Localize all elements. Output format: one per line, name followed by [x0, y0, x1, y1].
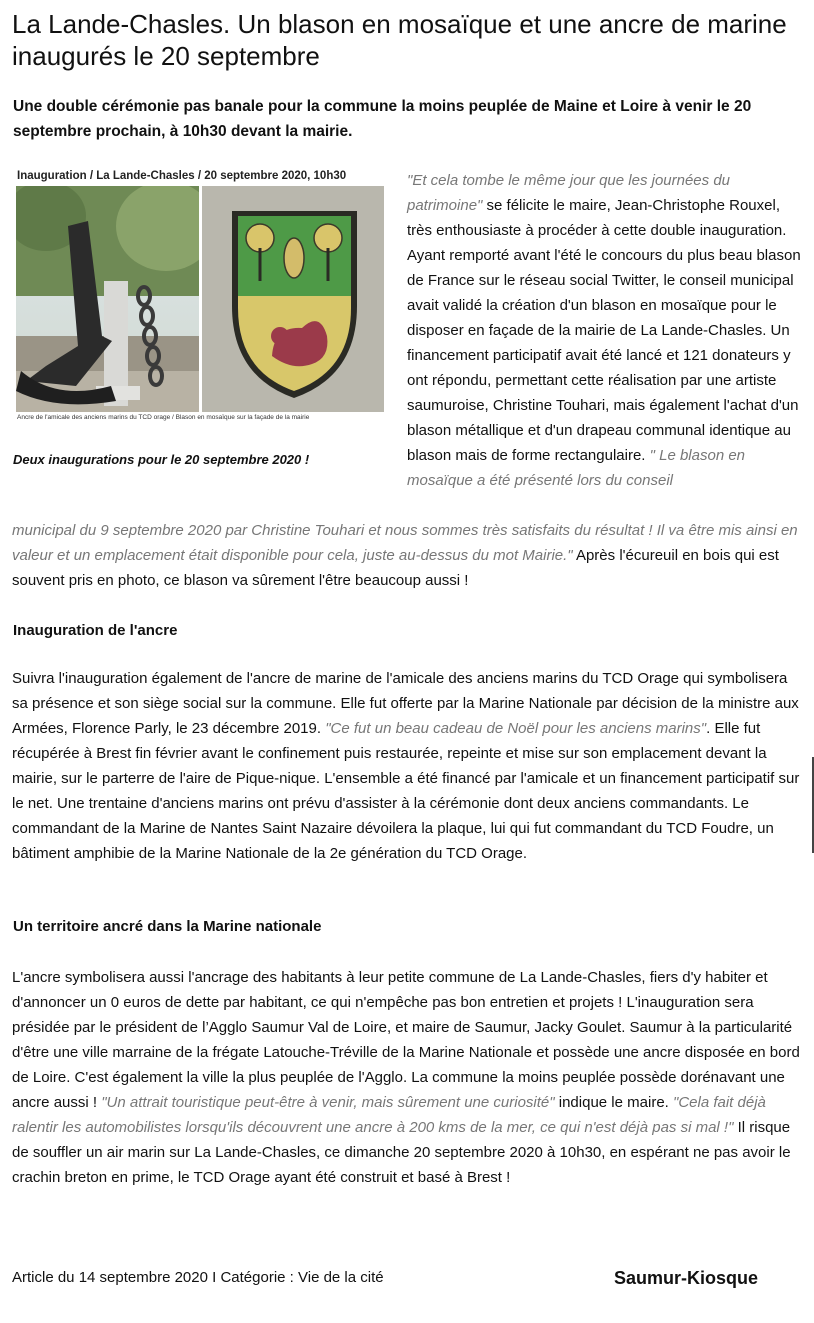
territory-text-3: Il risque de souffler un air marin sur La Lande-Chasles, ce dimanche 20 septembre 2020 à 10h30, en espérant ne pas avoir le crachin breton en prime, le TCD Orage ayant été construit et basé à Brest !: [12, 1119, 791, 1186]
anchor-text-1: Suivra l'inauguration également de l'ancre de marine de l'amicale des anciens marins du TCD Orage qui symbolisera sa présence et son siège social sur la commune. Elle fut offerte par la Marine Nationale par décision de la ministre aux Armées, Florence Parly, le 23 décembre 2019.: [12, 670, 799, 737]
intro-text-end: Après l'écureuil en bois qui est souvent pris en photo, ce blason va sûrement l'être beaucoup aussi !: [12, 547, 779, 589]
paragraph-intro: [407, 168, 801, 493]
territory-text-1: L'ancre symbolisera aussi l'ancrage des habitants à leur petite commune de La Lande-Chasles, fiers d'y habiter et d'annoncer un 0 euros de dette par habitant, ce qui n'empêche pas bon entretien et projets ! L'inauguration sera présidée par le président de l’Agglo Saumur Val de Loire, et maire de Saumur, Jacky Goulet. Saumur à la particularité d'être une ville marraine de la frégate Latouche-Tréville de la Marine Nationale et possède une ancre disposée en bord de Loire. C'est également la ville la plus peuplée de l'Agglo. La commune la moins peuplée possède dorénavant une ancre aussi !: [12, 969, 800, 1111]
figure-header: Inauguration / La Lande-Chasles / 20 septembre 2020, 10h30: [17, 170, 347, 182]
figure-footer: Ancre de l'amicale des anciens marins du TCD orage / Blason en mosaïque sur la façade de la mairie: [17, 414, 310, 421]
section-heading-anchor: Inauguration de l'ancre: [13, 622, 178, 639]
brand-label: Saumur-Kiosque: [614, 1268, 759, 1288]
intro-text: se félicite le maire, Jean-Christophe Rouxel, très enthousiaste à procéder à cette double inauguration. Ayant remporté avant l'été le concours du plus beau blason de France sur le réseau social Twitter, le conseil municipal avait validé la création d'un blason en mosaïque pour le disposer en façade de la mairie de La Lande-Chasles. Un financement participatif avait été lancé et 121 donateurs y ont répondu, permettant cette réalisation par une artiste saumuroise, Christine Touhari, mais également l'achat d'un blason métallique et d'un drapeau communal identique au blason mais de forme rectangulaire.: [407, 197, 801, 464]
paragraph-territory: [12, 965, 802, 1190]
figure-caption: Deux inaugurations pour le 20 septembre 2020 !: [13, 452, 310, 467]
territory-text-2: indique le maire.: [554, 1094, 673, 1111]
article-lede: Une double cérémonie pas banale pour la commune la moins peuplée de Maine et Loire à venir le 20 septembre prochain, à 10h30 devant la mairie.: [13, 98, 752, 140]
article-meta: Article du 14 septembre 2020 I Catégorie : Vie de la cité: [12, 1269, 384, 1286]
quote-mosaic-start: " Le blason en mosaïque a été présenté lors du conseil: [407, 447, 746, 489]
quote-drivers: "Cela fait déjà ralentir les automobilistes lorsqu'ils découvrent une ancre à 200 kms de la mer, ce qui n'est déjà pas si mal !": [12, 1094, 766, 1136]
article-title: La Lande-Chasles. Un blason en mosaïque et une ancre de marine inaugurés le 20 septembre: [12, 9, 787, 71]
quote-attraction: "Un attrait touristique peut-être à venir, mais sûrement une curiosité": [101, 1094, 555, 1111]
quote-mosaic-end: municipal du 9 septembre 2020 par Christine Touhari et nous sommes très satisfaits du résultat ! Il va être mis ainsi en valeur et un emplacement était disponible pour cela, juste au-dessus du mot Mairie.": [12, 522, 798, 564]
mosaic-coat-of-arms-photo: [202, 186, 384, 412]
anchor-photo: [16, 186, 199, 412]
section-heading-territory: Un territoire ancré dans la Marine nationale: [13, 918, 322, 935]
quote-mayor: "Et cela tombe le même jour que les journées du patrimoine": [407, 172, 730, 214]
paragraph-intro-continued: [12, 518, 807, 593]
quote-christmas: "Ce fut un beau cadeau de Noël pour les anciens marins": [325, 720, 707, 737]
article-figure: [13, 166, 386, 425]
anchor-text-2: . Elle fut récupérée à Brest fin février avant le confinement puis restaurée, repeinte et mise sur son emplacement devant la mairie, sur le parterre de l'aire de Pique-nique. L'ensemble a été financé par l'amicale et un financement participatif sur le net. Une trentaine d'anciens marins ont prévu d'assister à la cérémonie dont deux anciens commandants. Le commandant de la Marine de Nantes Saint Nazaire dévoilera la plaque, lui qui fut commandant du TCD Foudre, un bâtiment amphibie de la Marine Nationale de la 2e génération du TCD Orage.: [12, 720, 800, 862]
paragraph-anchor: [12, 666, 802, 866]
